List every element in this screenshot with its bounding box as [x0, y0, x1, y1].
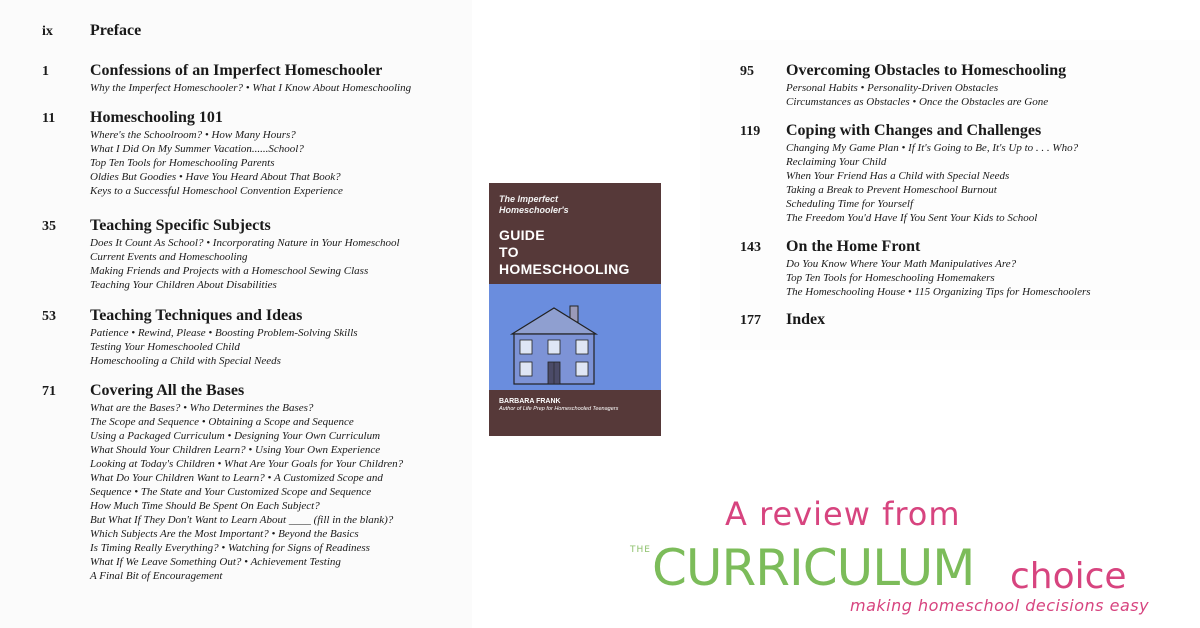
- toc-page-number: 95: [740, 64, 754, 79]
- toc-subtopic-line: Current Events and Homeschooling: [90, 251, 248, 263]
- toc-page-number: 35: [42, 219, 56, 234]
- toc-subtopic-line: Where's the Schoolroom? • How Many Hours?: [90, 129, 296, 141]
- toc-subtopic-line: A Final Bit of Encouragement: [90, 570, 223, 582]
- toc-subtopics: [90, 128, 343, 198]
- toc-subtopic-line: How Much Time Should Be Spent On Each Subject?: [90, 500, 320, 512]
- toc-page-number: ix: [42, 24, 53, 39]
- toc-subtopic-line: Personal Habits • Personality-Driven Obstacles: [786, 82, 999, 94]
- toc-subtopic-line: What If We Leave Something Out? • Achievement Testing: [90, 556, 341, 568]
- toc-subtopics: [786, 257, 1091, 299]
- brand-the: THE: [630, 545, 651, 555]
- toc-subtopic-line: Oldies But Goodies • Have You Heard About That Book?: [90, 171, 341, 183]
- toc-subtopic-line: Is Timing Really Everything? • Watching for Signs of Readiness: [90, 542, 370, 554]
- toc-page-number: 11: [42, 111, 56, 126]
- toc-subtopic-line: The Homeschooling House • 115 Organizing Tips for Homeschoolers: [786, 286, 1091, 298]
- toc-subtopic-line: Changing My Game Plan • If It's Going to Be, It's Up to . . . Who?: [786, 142, 1079, 154]
- cover-title-line-3: HOMESCHOOLING: [499, 261, 630, 277]
- toc-subtopics: [786, 141, 1078, 225]
- toc-subtopic-line: The Scope and Sequence • Obtaining a Scope and Sequence: [90, 416, 354, 428]
- toc-subtopics: [90, 81, 411, 95]
- brand-logo-choice: choice: [1010, 556, 1127, 597]
- toc-subtopic-line: What I Did On My Summer Vacation......School?: [90, 143, 304, 155]
- toc-subtopic-line: Reclaiming Your Child: [786, 156, 887, 168]
- toc-subtopic-line: Top Ten Tools for Homeschooling Homemakers: [786, 272, 995, 284]
- toc-subtopic-line: Circumstances as Obstacles • Once the Obstacles are Gone: [786, 96, 1049, 108]
- toc-page-number: 53: [42, 309, 56, 324]
- toc-chapter-title: Homeschooling 101: [90, 109, 223, 126]
- toc-subtopic-line: Which Subjects Are the Most Important? • Beyond the Basics: [90, 528, 359, 540]
- toc-subtopic-line: Keys to a Successful Homeschool Convention Experience: [90, 185, 343, 197]
- toc-subtopic-line: Scheduling Time for Yourself: [786, 198, 914, 210]
- cover-series-line-1: The Imperfect: [499, 194, 559, 204]
- toc-subtopic-line: Top Ten Tools for Homeschooling Parents: [90, 157, 275, 169]
- toc-subtopic-line: Do You Know Where Your Math Manipulatives Are?: [786, 258, 1017, 270]
- toc-chapter-title: Teaching Techniques and Ideas: [90, 307, 303, 324]
- toc-subtopic-line: What are the Bases? • Who Determines the Bases?: [90, 402, 314, 414]
- toc-page-number: 143: [740, 240, 761, 255]
- toc-page-number: 1: [42, 64, 49, 79]
- toc-chapter-title: Coping with Changes and Challenges: [786, 122, 1042, 139]
- toc-subtopics: [90, 236, 400, 292]
- toc-chapter-title: On the Home Front: [786, 238, 921, 255]
- toc-page-number: 71: [42, 384, 56, 399]
- cover-title-line-1: GUIDE: [499, 227, 545, 243]
- toc-subtopic-line: Sequence • The State and Your Customized Scope and Sequence: [90, 486, 372, 498]
- toc-subtopic-line: Looking at Today's Children • What Are Your Goals for Your Children?: [90, 458, 404, 470]
- book-cover: [489, 183, 661, 436]
- toc-subtopic-line: Teaching Your Children About Disabilities: [90, 279, 277, 291]
- toc-chapter-title: Confessions of an Imperfect Homeschooler: [90, 62, 383, 79]
- brand-tagline: making homeschool decisions easy: [850, 596, 1150, 615]
- toc-subtopics: [90, 326, 358, 368]
- cover-series-line-2: Homeschooler's: [499, 205, 569, 215]
- cover-title-line-2: TO: [499, 244, 519, 260]
- toc-chapter-title: Index: [786, 311, 826, 328]
- toc-subtopic-line: Does It Count As School? • Incorporating Nature in Your Homeschool: [90, 237, 400, 249]
- house-icon: [506, 302, 602, 386]
- toc-subtopic-line: Patience • Rewind, Please • Boosting Problem-Solving Skills: [90, 327, 358, 339]
- toc-subtopic-line: Homeschooling a Child with Special Needs: [90, 355, 281, 367]
- toc-subtopic-line: When Your Friend Has a Child with Special Needs: [786, 170, 1010, 182]
- toc-chapter-title: Covering All the Bases: [90, 382, 245, 399]
- toc-subtopic-line: Testing Your Homeschooled Child: [90, 341, 240, 353]
- review-heading: A review from: [725, 495, 961, 533]
- toc-subtopic-line: But What If They Don't Want to Learn About ____ (fill in the blank)?: [90, 514, 394, 526]
- toc-subtopic-line: Taking a Break to Prevent Homeschool Burnout: [786, 184, 997, 196]
- toc-chapter-title: Teaching Specific Subjects: [90, 217, 271, 234]
- toc-chapter-title: Overcoming Obstacles to Homeschooling: [786, 62, 1067, 79]
- cover-title: [499, 227, 659, 278]
- toc-subtopic-line: Why the Imperfect Homeschooler? • What I Know About Homeschooling: [90, 82, 412, 94]
- toc-chapter-title: Preface: [90, 22, 142, 39]
- toc-subtopic-line: The Freedom You'd Have If You Sent Your Kids to School: [786, 212, 1038, 224]
- cover-author: BARBARA FRANK: [499, 398, 561, 405]
- toc-page-number: 177: [740, 313, 761, 328]
- brand-logo-main: CURRICULUM: [652, 539, 975, 597]
- cover-series: [499, 194, 649, 216]
- toc-subtopic-line: Making Friends and Projects with a Homeschool Sewing Class: [90, 265, 369, 277]
- toc-subtopic-line: Using a Packaged Curriculum • Designing Your Own Curriculum: [90, 430, 381, 442]
- toc-subtopics: [90, 401, 403, 583]
- toc-page-number: 119: [740, 124, 761, 139]
- cover-author-tagline: Author of Life Prep for Homeschooled Teenagers: [499, 406, 619, 412]
- toc-subtopics: [786, 81, 1048, 109]
- toc-subtopic-line: What Do Your Children Want to Learn? • A Customized Scope and: [90, 472, 383, 484]
- toc-subtopic-line: What Should Your Children Learn? • Using Your Own Experience: [90, 444, 381, 456]
